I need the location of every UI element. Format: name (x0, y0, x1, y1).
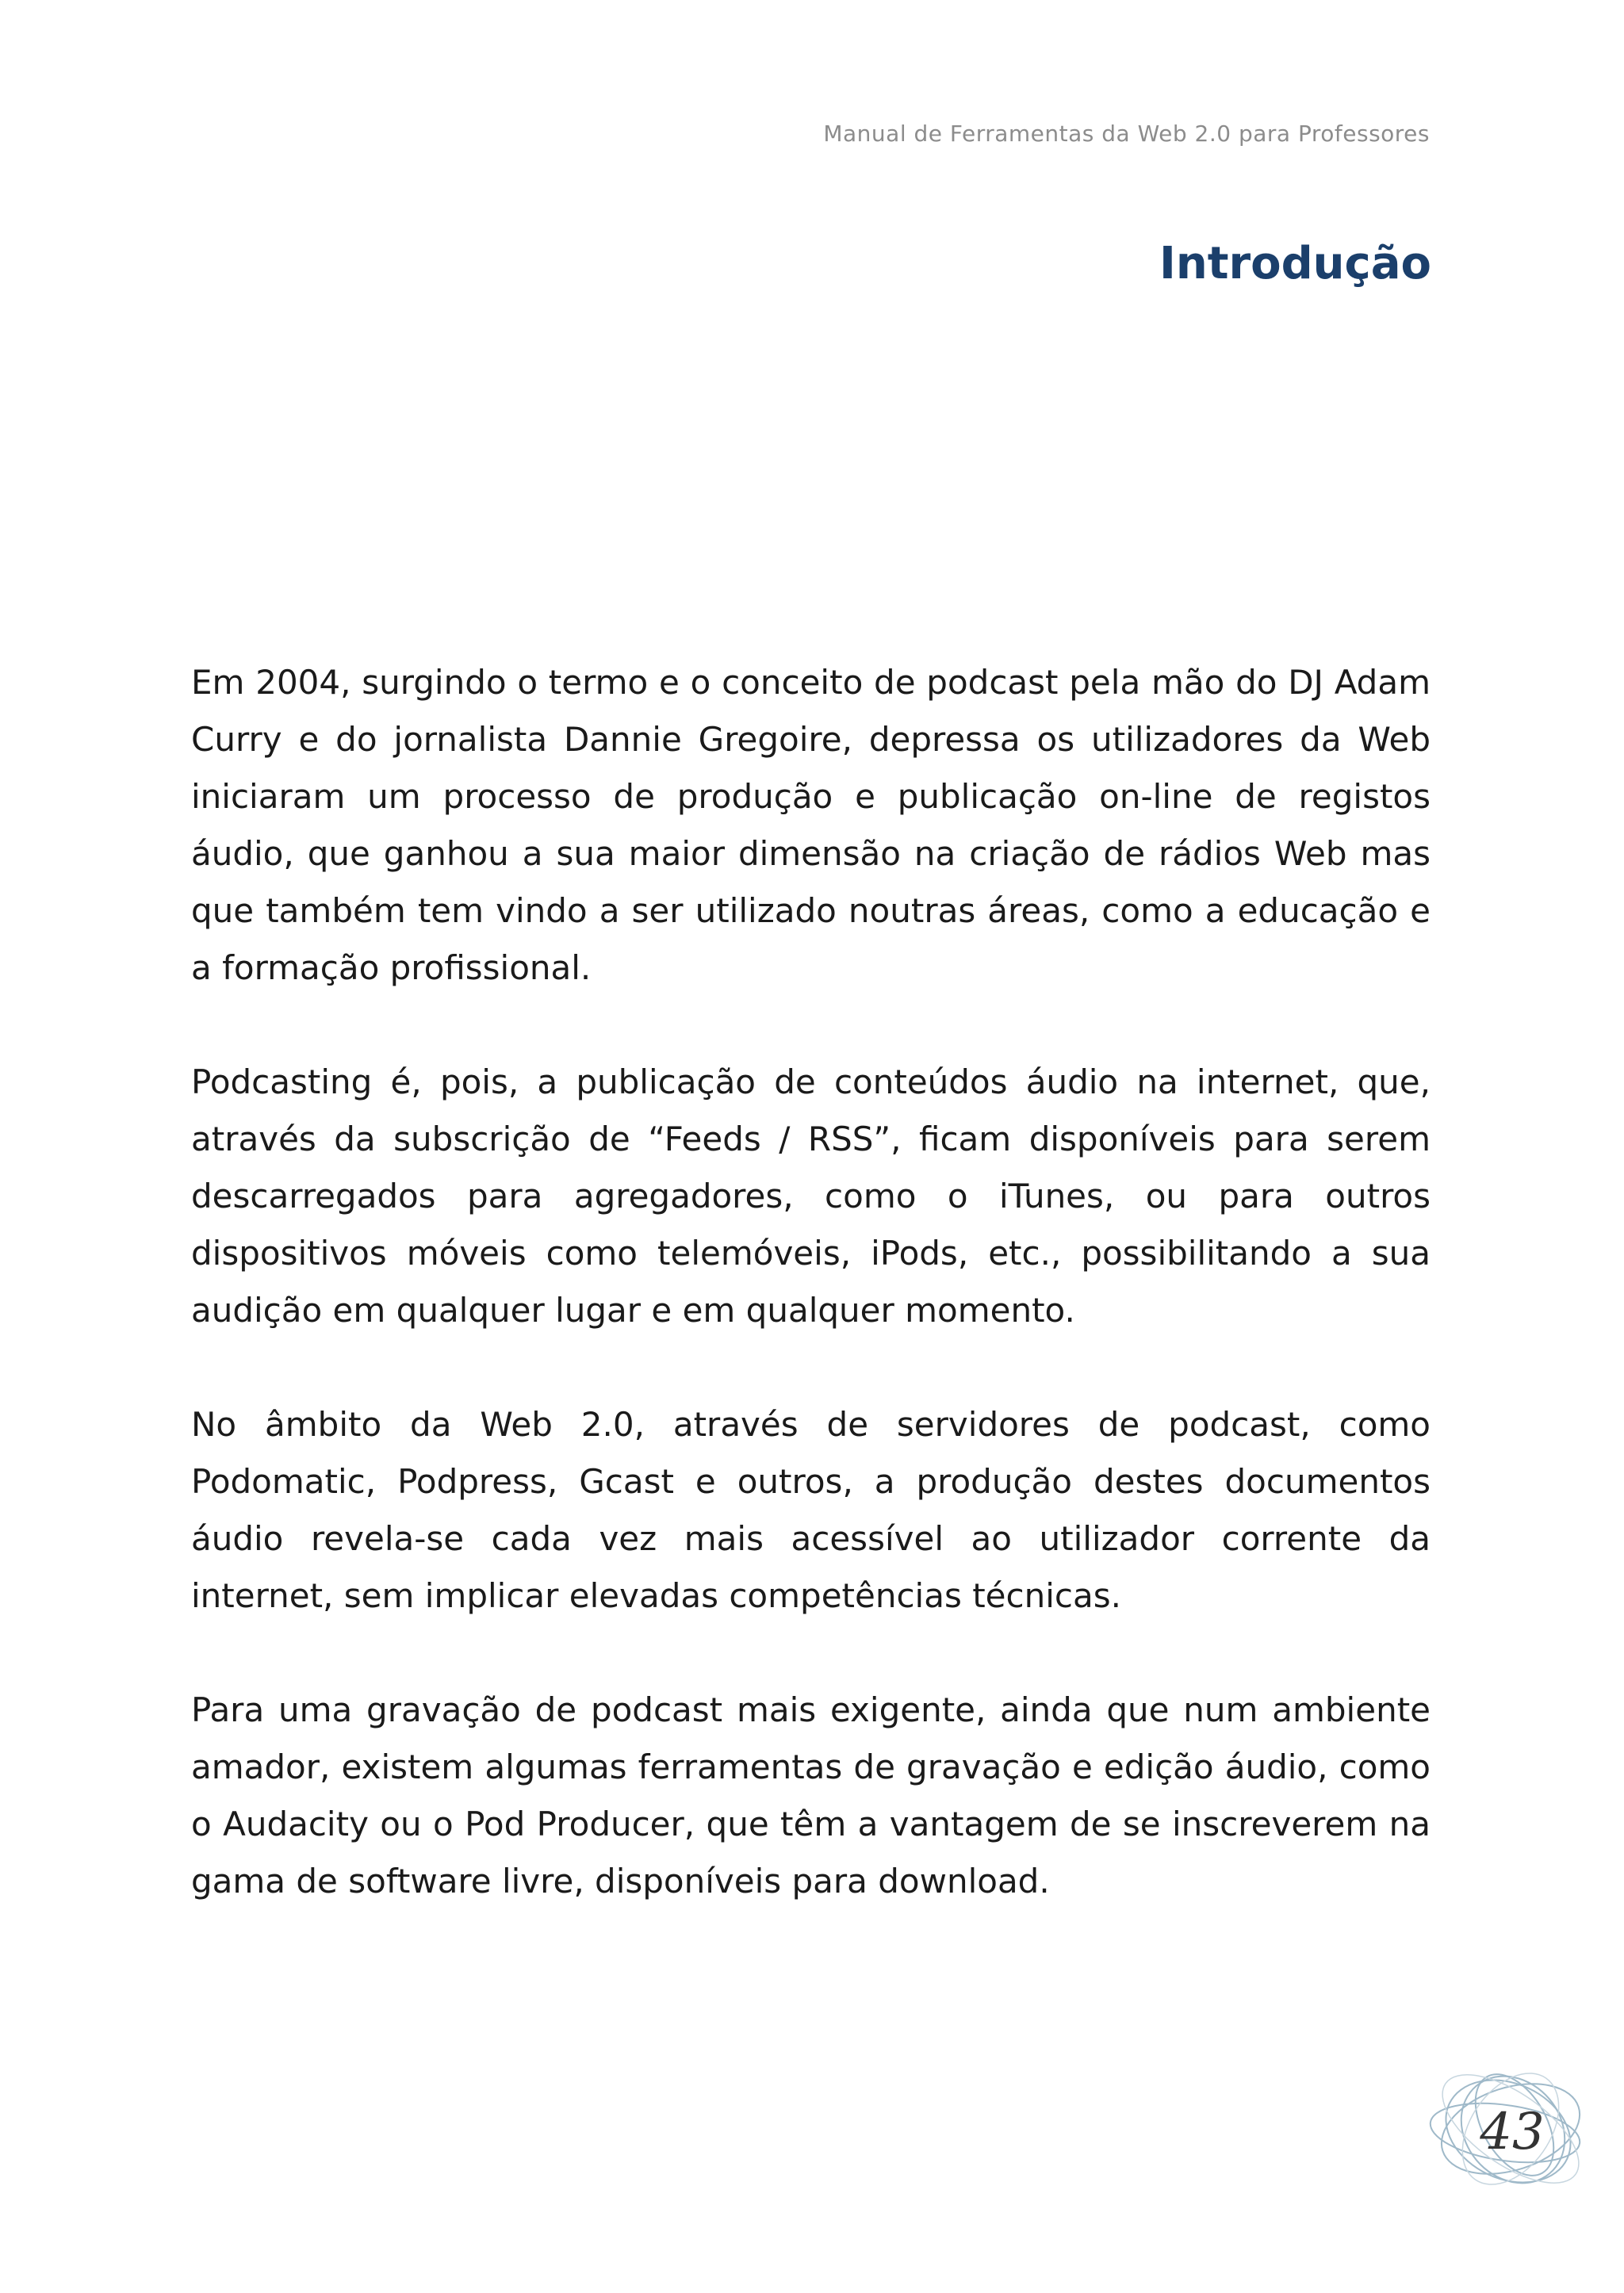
paragraph-1: Em 2004, surgindo o termo e o conceito de podcast pela mão do DJ Adam Curry e do jornalista Dannie Gregoire, depressa os utilizadores da Web iniciaram um processo de produção e publicação on-line de registos áudio, que ganhou a sua maior dimensão na criação de rádios Web mas que também tem vindo a ser utilizado noutras áreas, como a educação e a formação profissional. (191, 663, 1431, 987)
paragraph-3: No âmbito da Web 2.0, através de servidores de podcast, como Podomatic, Podpress, Gcast e outros, a produção destes documentos áudio revela-se cada vez mais acessível ao utilizador corrente da internet, sem implicar elevadas competências técnicas. (191, 1405, 1431, 1615)
page-title: Introdução (1159, 238, 1431, 289)
body-text (191, 654, 1431, 1967)
paragraph-4: Para uma gravação de podcast mais exigente, ainda que num ambiente amador, existem algumas ferramentas de gravação e edição áudio, como o Audacity ou o Pod Producer, que têm a vantagem de se inscreverem na gama de software livre, disponíveis para download. (191, 1690, 1431, 1901)
running-header: Manual de Ferramentas da Web 2.0 para Professores (823, 121, 1430, 147)
page-number: 43 (1480, 2103, 1545, 2161)
paragraph-2: Podcasting é, pois, a publicação de conteúdos áudio na internet, que, através da subscrição de “Feeds / RSS”, ficam disponíveis para serem descarregados para agregadores, como o iTunes, ou para outros dispositivos móveis como telemóveis, iPods, etc., possibilitando a sua audição em qualquer lugar e em qualquer momento. (191, 1062, 1431, 1330)
